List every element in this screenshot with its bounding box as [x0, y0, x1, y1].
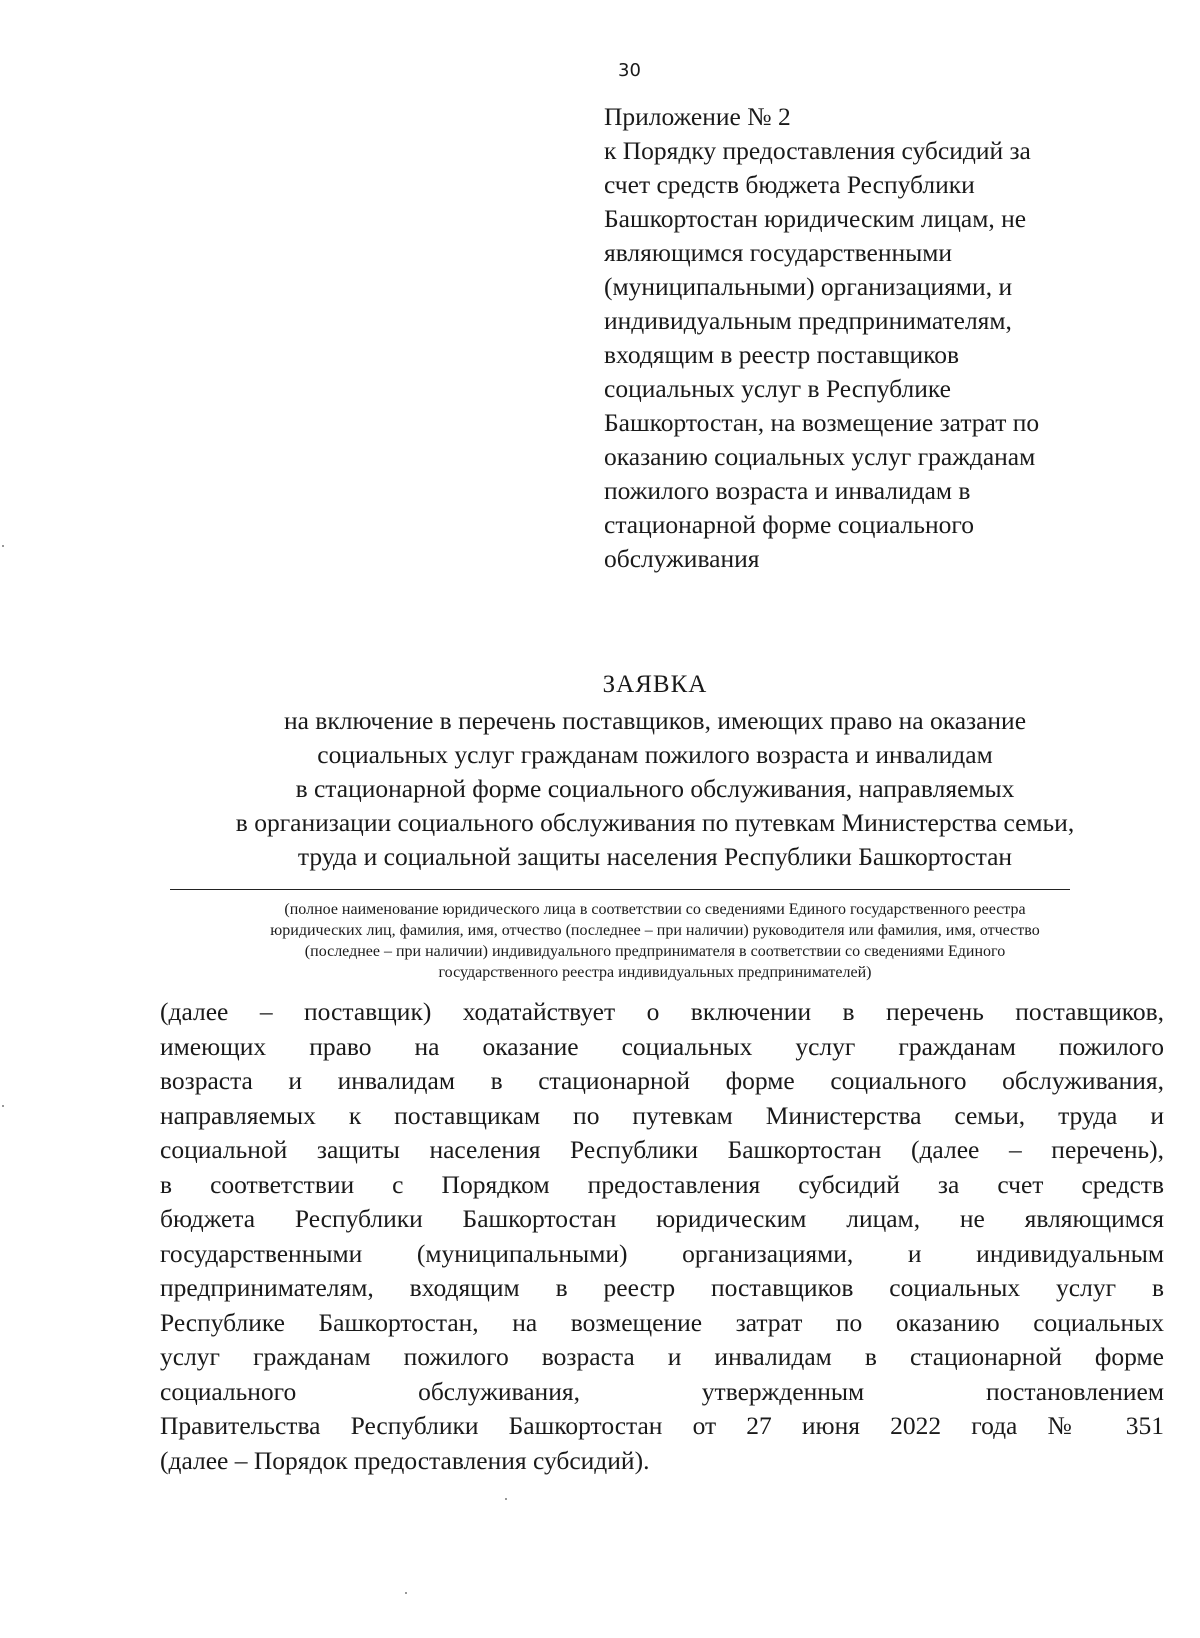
body-line: в соответствии с Порядком предоставления субсидий за счет средств: [160, 1169, 1164, 1199]
subtitle-line: в организации социального обслуживания по путевкам Министерства семьи,: [235, 808, 1075, 837]
scan-speck: [505, 1498, 507, 1500]
page-number: 30: [618, 60, 641, 81]
annex-line: счет средств бюджета Республики: [604, 170, 975, 199]
body-line: бюджета Республики Башкортостан юридическим лицам, не являющимся: [160, 1204, 1164, 1233]
fill-line-caption: [150, 899, 1160, 983]
body-line: социального обслуживания, утвержденным постановлением: [160, 1376, 1164, 1406]
subtitle-line: социальных услуг гражданам пожилого возраста и инвалидам: [317, 740, 993, 769]
annex-line: Башкортостан, на возмещение затрат по: [604, 408, 1040, 437]
application-heading: [140, 668, 1170, 874]
subtitle-line: труда и социальной защиты населения Республики Башкортостан: [297, 842, 1013, 871]
annex-line: Башкортостан юридическим лицам, не: [604, 204, 1027, 233]
scan-speck: [2, 1105, 4, 1107]
caption-line: юридических лиц, фамилия, имя, отчество (последнее – при наличии) руководителя или фамилия, имя, отчество: [270, 922, 1040, 939]
annex-line: индивидуальным предпринимателям,: [604, 306, 1012, 335]
annex-line: социальных услуг в Республике: [604, 374, 951, 403]
annex-line: обслуживания: [604, 544, 760, 573]
body-line: Правительства Республики Башкортостан от 27 июня 2022 года № 351: [160, 1411, 1164, 1440]
annex-line: являющимся государственными: [604, 238, 953, 267]
annex-line: к Порядку предоставления субсидий за: [604, 136, 1031, 165]
body-line: Республике Башкортостан, на возмещение затрат по оказанию социальных: [160, 1307, 1164, 1337]
body-line: государственными (муниципальными) организациями, и индивидуальным: [160, 1238, 1164, 1268]
annex-line: стационарной форме социального: [604, 510, 974, 539]
annex-line: пожилого возраста и инвалидам в: [604, 476, 971, 505]
body-line: предпринимателям, входящим в реестр поставщиков социальных услуг в: [160, 1273, 1164, 1302]
annex-header: [604, 100, 1164, 576]
subtitle-line: на включение в перечень поставщиков, имеющих право на оказание: [283, 706, 1027, 735]
body-line: услуг гражданам пожилого возраста и инвалидам в стационарной форме: [160, 1342, 1164, 1371]
subtitle-line: в стационарной форме социального обслуживания, направляемых: [295, 774, 1015, 803]
body-line: (далее – поставщик) ходатайствует о включении в перечень поставщиков,: [160, 997, 1164, 1026]
caption-line: (полное наименование юридического лица в соответствии со сведениями Единого государственного реестра: [284, 901, 1026, 918]
body-line: имеющих право на оказание социальных услуг гражданам пожилого: [160, 1031, 1164, 1061]
annex-line: (муниципальными) организациями, и: [604, 272, 1013, 301]
body-line: (далее – Порядок предоставления субсидий).: [160, 1445, 650, 1475]
document-title: ЗАЯВКА: [602, 671, 708, 698]
scan-speck: [405, 1592, 407, 1594]
body-line: социальной защиты населения Республики Башкортостан (далее – перечень),: [160, 1135, 1164, 1164]
annex-line: Приложение № 2: [604, 102, 791, 131]
annex-line: входящим в реестр поставщиков: [604, 340, 959, 369]
body-line: направляемых к поставщикам по путевкам Министерства семьи, труда и: [160, 1100, 1164, 1130]
caption-line: (последнее – при наличии) индивидуального предпринимателя в соответствии со сведениями Единого: [304, 943, 1006, 960]
caption-line: государственного реестра индивидуальных предпринимателей): [438, 964, 872, 981]
body-line: возраста и инвалидам в стационарной форме социального обслуживания,: [160, 1066, 1164, 1095]
applicant-name-fill-line: [170, 889, 1070, 890]
annex-line: оказанию социальных услуг гражданам: [604, 442, 1036, 471]
scan-speck: [2, 545, 4, 547]
body-paragraph: [160, 995, 1164, 1478]
